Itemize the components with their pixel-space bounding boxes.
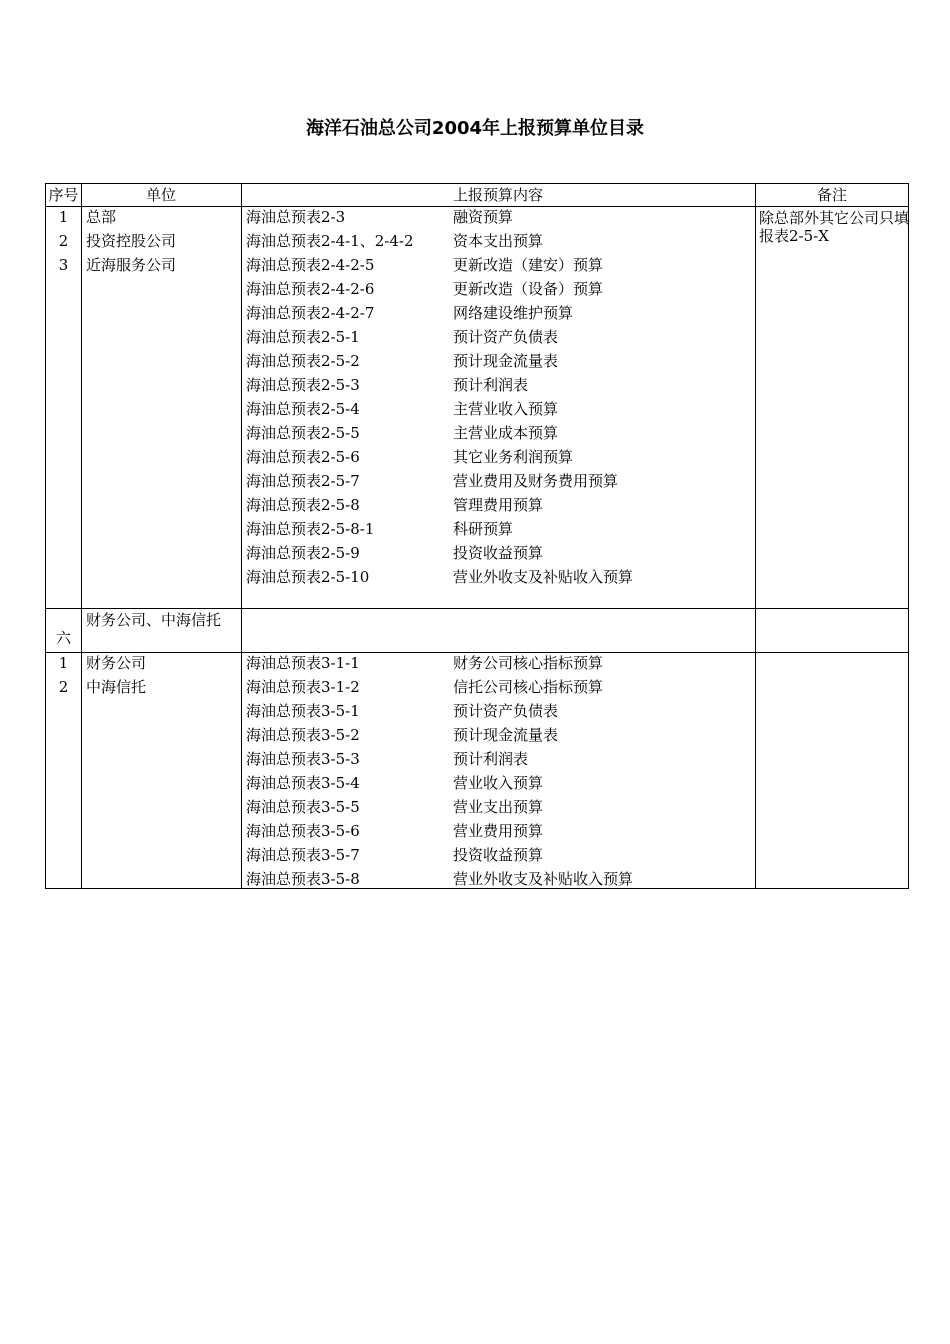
unit-name: 投资控股公司 [86,232,177,250]
form-name: 投资收益预算 [453,846,544,864]
section2-seqs [46,651,81,699]
form-code: 海油总预表2-4-2-5 [246,256,375,274]
header-content: 上报预算内容 [452,186,543,204]
form-code: 海油总预表3-5-7 [246,846,360,864]
form-code: 海油总预表3-5-4 [246,774,360,792]
section2-form-codes [246,651,360,891]
section-seq: 六 [55,629,71,647]
form-code: 海油总预表2-5-3 [246,376,360,394]
form-code: 海油总预表2-5-9 [246,544,360,562]
form-name: 预计现金流量表 [453,352,559,370]
form-name: 更新改造（建安）预算 [453,256,604,274]
section1-seqs [46,205,81,277]
remark-text: 除总部外其它公司只填报表2-5-X [759,209,910,245]
form-name: 投资收益预算 [453,544,544,562]
form-code: 海油总预表2-5-7 [246,472,360,490]
page-title: 海洋石油总公司2004年上报预算单位目录 [305,118,645,139]
form-code: 海油总预表2-5-2 [246,352,360,370]
form-code: 海油总预表2-5-10 [246,568,370,586]
form-name: 营业外收支及补贴收入预算 [453,870,634,888]
form-name: 网络建设维护预算 [453,304,574,322]
form-code: 海油总预表3-5-2 [246,726,360,744]
section1-form-names [453,205,633,589]
form-code: 海油总预表2-5-5 [246,424,360,442]
unit-name: 中海信托 [86,678,147,696]
budget-table [45,183,909,889]
seq-number: 3 [58,256,69,274]
form-name: 信托公司核心指标预算 [453,678,604,696]
form-name: 主营业收入预算 [453,400,559,418]
form-name: 资本支出预算 [453,232,544,250]
row-divider [46,608,908,609]
form-name: 营业外收支及补贴收入预算 [453,568,634,586]
seq-number: 1 [58,208,69,226]
form-code: 海油总预表3-5-3 [246,750,360,768]
form-name: 预计现金流量表 [453,726,559,744]
form-code: 海油总预表3-5-6 [246,822,360,840]
form-code: 海油总预表2-5-6 [246,448,360,466]
unit-name: 近海服务公司 [86,256,177,274]
form-name: 融资预算 [453,208,514,226]
form-code: 海油总预表2-4-2-7 [246,304,375,322]
form-code: 海油总预表2-5-8 [246,496,360,514]
form-code: 海油总预表2-3 [246,208,346,226]
seq-number: 1 [58,654,69,672]
form-name: 营业收入预算 [453,774,544,792]
header-remark: 备注 [816,186,847,204]
form-name: 营业费用预算 [453,822,544,840]
form-name: 预计利润表 [453,376,529,394]
form-name: 财务公司核心指标预算 [453,654,604,672]
form-code: 海油总预表3-5-1 [246,702,360,720]
form-code: 海油总预表2-4-1、2-4-2 [246,232,414,250]
form-name: 预计利润表 [453,750,529,768]
form-code: 海油总预表2-5-1 [246,328,360,346]
form-code: 海油总预表3-1-1 [246,654,360,672]
form-code: 海油总预表3-1-2 [246,678,360,696]
seq-number: 2 [58,232,69,250]
form-code: 海油总预表2-5-8-1 [246,520,375,538]
section-unit-title: 财务公司、中海信托 [86,611,222,629]
form-code: 海油总预表2-5-4 [246,400,360,418]
form-name: 主营业成本预算 [453,424,559,442]
header-seq: 序号 [48,186,79,204]
form-name: 预计资产负债表 [453,328,559,346]
form-name: 更新改造（设备）预算 [453,280,604,298]
unit-name: 总部 [86,208,117,226]
seq-number: 2 [58,678,69,696]
col-divider [755,184,756,888]
form-code: 海油总预表3-5-8 [246,870,360,888]
unit-name: 财务公司 [86,654,147,672]
form-name: 营业支出预算 [453,798,544,816]
form-name: 预计资产负债表 [453,702,559,720]
section1-units [86,205,176,277]
section2-units [86,651,146,699]
form-name: 营业费用及财务费用预算 [453,472,619,490]
form-name: 其它业务利润预算 [453,448,574,466]
section1-form-codes [246,205,414,589]
header-unit: 单位 [145,186,176,204]
form-code: 海油总预表3-5-5 [246,798,360,816]
col-divider [81,184,82,888]
section2-form-names [453,651,633,891]
form-name: 科研预算 [453,520,514,538]
col-divider [241,184,242,888]
form-code: 海油总预表2-4-2-6 [246,280,375,298]
form-name: 管理费用预算 [453,496,544,514]
